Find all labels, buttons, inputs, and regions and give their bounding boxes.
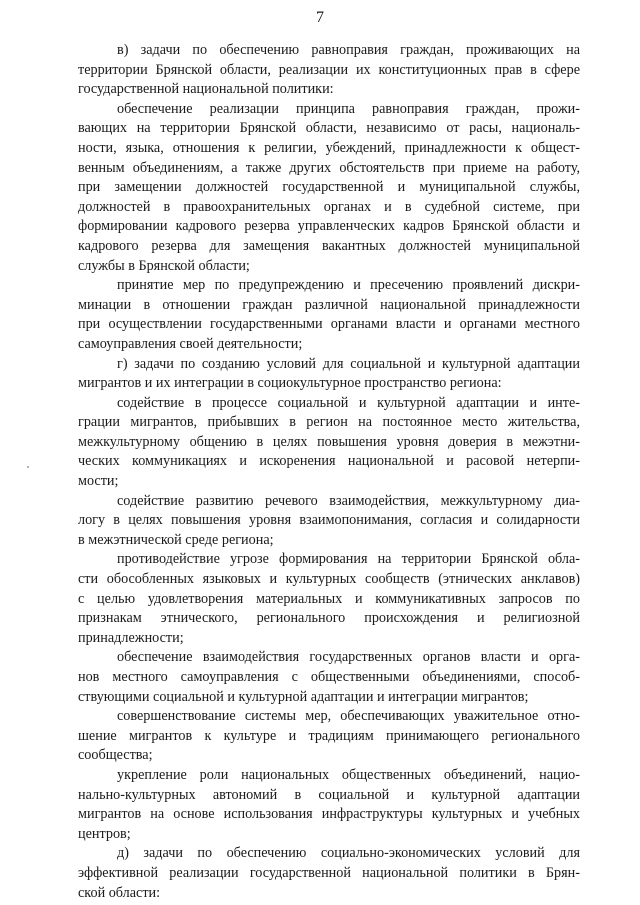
text-line: вающих на территории Брянской области, независимо от расы, националь- <box>78 120 580 137</box>
text-line: нов местного самоуправления с общественными объединениями, способ- <box>78 669 580 685</box>
text-line: сообщества; <box>78 747 153 764</box>
text-line: самоуправления своей деятельности; <box>78 335 303 352</box>
text-line: противодействие угрозе формирования на территории Брянской обла- <box>117 551 580 568</box>
text-line: минации в отношении граждан различной национальной принадлежности <box>78 296 580 313</box>
text-line: в межэтнической среде региона; <box>78 531 274 548</box>
text-line: межкультурному общению в целях повышения уровня доверия в межэтни- <box>78 433 580 450</box>
text-line: содействие в процессе социальной и культурной адаптации и инте- <box>117 394 580 411</box>
text-line: венным объединениям, а также других обстоятельств при приеме на работу, <box>78 159 580 176</box>
text-line: должностей в правоохранительных органах и в судебной системе, при <box>78 198 580 215</box>
text-line: логу в целях повышения уровня взаимопонимания, согласия и солидарности <box>78 512 580 529</box>
text-line: ской области: <box>78 884 161 901</box>
text-line: совершенствование системы мер, обеспечивающих уважительное отно- <box>117 708 580 725</box>
text-line: укрепление роли национальных общественных объединений, нацио- <box>117 766 580 783</box>
text-line: нально-культурных автономий в социальной и культурной адаптации <box>78 786 580 803</box>
page-number: 7 <box>316 9 324 26</box>
text-line: формировании кадрового резерва управленческих кадров Брянской области и <box>78 218 580 235</box>
text-line: мигрантов на основе использования инфраструктуры культурных и учебных <box>78 806 580 823</box>
body-text <box>78 41 580 903</box>
text-line: кадрового резерва для замещения вакантных должностей муниципальной <box>78 237 580 254</box>
text-line: шение мигрантов к культуре и традициям принимающего регионального <box>78 727 580 744</box>
text-line: д) задачи по обеспечению социально-экономических условий для <box>117 845 580 862</box>
text-line: государственной национальной политики: <box>78 81 334 98</box>
text-line: эффективной реализации государственной национальной политики в Брян- <box>78 864 580 881</box>
text-line: при осуществлении государственными органами власти и органами местного <box>78 316 580 333</box>
text-line: ности, языка, отношения к религии, убеждений, принадлежности к общест- <box>78 139 580 156</box>
text-line: г) задачи по созданию условий для социальной и культурной адаптации <box>117 355 580 372</box>
text-line: обеспечение реализации принципа равноправия граждан, прожи- <box>117 100 580 117</box>
text-line: мости; <box>78 473 119 490</box>
text-line: территории Брянской области, реализации их конституционных прав в сфере <box>78 61 580 78</box>
text-line: ческих коммуникациях и искоренения национальной и расовой нетерпи- <box>78 453 580 470</box>
scan-speck <box>27 466 29 468</box>
text-line: принадлежности; <box>78 629 184 646</box>
text-line: ствующими социальной и культурной адаптации и интеграции мигрантов; <box>78 688 529 705</box>
text-line: в) задачи по обеспечению равноправия граждан, проживающих на <box>117 42 580 58</box>
text-line: содействие развитию речевого взаимодействия, межкультурному диа- <box>117 492 580 509</box>
text-line: с целью удовлетворения материальных и коммуникативных запросов по <box>78 590 580 607</box>
text-line: службы в Брянской области; <box>78 257 250 274</box>
text-line: обеспечение взаимодействия государственных органов власти и орга- <box>117 649 580 666</box>
text-line: грации мигрантов, прибывших в регион на постоянное место жительства, <box>78 414 580 431</box>
text-line: центров; <box>78 825 131 842</box>
text-line: мигрантов и их интеграции в социокультурное пространство региона: <box>78 375 502 392</box>
text-line: при замещении должностей государственной и муниципальной службы, <box>78 179 580 196</box>
text-line: принятие мер по предупреждению и пресечению проявлений дискри- <box>117 277 580 294</box>
text-line: сти обособленных языковых и культурных сообществ (этнических анклавов) <box>78 571 580 588</box>
text-line: признакам этнического, регионального происхождения и религиозной <box>78 610 580 627</box>
